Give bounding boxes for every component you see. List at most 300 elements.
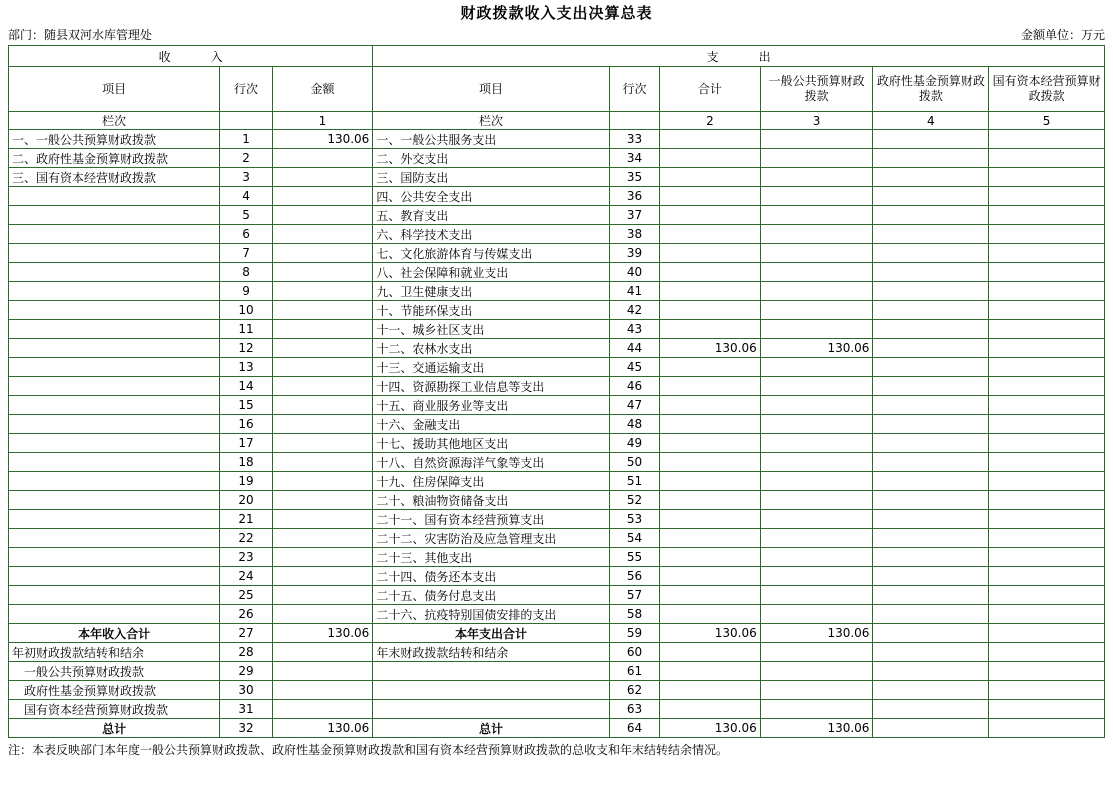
cell-income-amount <box>272 586 373 605</box>
cell-expense-capital <box>989 415 1105 434</box>
cell-expense-fund <box>873 491 989 510</box>
cell-expense-line: 50 <box>609 453 659 472</box>
cell-income-item: 一般公共预算财政拨款 <box>9 662 220 681</box>
cell-income-item: 国有资本经营预算财政拨款 <box>9 700 220 719</box>
cell-expense-item: 二、外交支出 <box>373 149 610 168</box>
cell-expense-fund <box>873 358 989 377</box>
cell-income-amount <box>272 320 373 339</box>
cell-expense-fund <box>873 529 989 548</box>
cell-income-line: 1 <box>220 130 272 149</box>
cell-expense-total <box>660 206 761 225</box>
cell-expense-total <box>660 149 761 168</box>
cell-income-line: 16 <box>220 415 272 434</box>
table-row <box>9 377 1105 396</box>
cell-expense-fund <box>873 719 989 738</box>
cell-expense-general <box>760 434 873 453</box>
cell-income-amount <box>272 643 373 662</box>
cell-income-item <box>9 206 220 225</box>
cell-expense-item: 七、文化旅游体育与传媒支出 <box>373 244 610 263</box>
cell-expense-fund <box>873 225 989 244</box>
cell-expense-item: 二十四、债务还本支出 <box>373 567 610 586</box>
cell-income-line: 7 <box>220 244 272 263</box>
cell-income-amount <box>272 149 373 168</box>
cell-income-amount: 130.06 <box>272 719 373 738</box>
table-summary-row <box>9 719 1105 738</box>
cell-expense-total: 130.06 <box>660 339 761 358</box>
cell-expense-capital <box>989 586 1105 605</box>
cell-expense-item: 二十五、债务付息支出 <box>373 586 610 605</box>
cell-expense-line: 62 <box>609 681 659 700</box>
table-summary-row <box>9 700 1105 719</box>
cell-expense-general: 130.06 <box>760 624 873 643</box>
column-number-4: 4 <box>873 112 989 130</box>
cell-expense-fund <box>873 510 989 529</box>
cell-expense-line: 51 <box>609 472 659 491</box>
cell-expense-general <box>760 662 873 681</box>
cell-income-item <box>9 396 220 415</box>
column-label-expense: 栏次 <box>373 112 610 130</box>
cell-income-line: 11 <box>220 320 272 339</box>
cell-expense-general <box>760 206 873 225</box>
cell-expense-line: 49 <box>609 434 659 453</box>
cell-expense-line: 35 <box>609 168 659 187</box>
cell-expense-item: 十三、交通运输支出 <box>373 358 610 377</box>
cell-expense-fund <box>873 187 989 206</box>
cell-income-line: 21 <box>220 510 272 529</box>
cell-expense-item: 十二、农林水支出 <box>373 339 610 358</box>
cell-income-amount <box>272 339 373 358</box>
cell-expense-capital <box>989 453 1105 472</box>
table-row <box>9 605 1105 624</box>
cell-expense-capital <box>989 168 1105 187</box>
cell-expense-total <box>660 358 761 377</box>
cell-income-amount <box>272 472 373 491</box>
cell-expense-total <box>660 662 761 681</box>
cell-expense-general <box>760 681 873 700</box>
cell-income-line: 30 <box>220 681 272 700</box>
cell-income-line: 24 <box>220 567 272 586</box>
cell-expense-general <box>760 263 873 282</box>
cell-expense-line: 48 <box>609 415 659 434</box>
cell-expense-item: 十七、援助其他地区支出 <box>373 434 610 453</box>
cell-income-line: 22 <box>220 529 272 548</box>
cell-income-item: 本年收入合计 <box>9 624 220 643</box>
group-header-row <box>9 46 1105 67</box>
table-row <box>9 149 1105 168</box>
cell-expense-general <box>760 567 873 586</box>
cell-expense-capital <box>989 301 1105 320</box>
cell-expense-fund <box>873 548 989 567</box>
cell-income-item <box>9 510 220 529</box>
cell-expense-capital <box>989 377 1105 396</box>
cell-expense-general <box>760 605 873 624</box>
cell-expense-item: 三、国防支出 <box>373 168 610 187</box>
cell-expense-total <box>660 491 761 510</box>
cell-income-item <box>9 282 220 301</box>
cell-income-amount <box>272 168 373 187</box>
cell-income-amount <box>272 681 373 700</box>
cell-expense-fund <box>873 168 989 187</box>
cell-income-amount <box>272 396 373 415</box>
cell-income-amount <box>272 206 373 225</box>
cell-expense-general <box>760 472 873 491</box>
cell-income-amount <box>272 187 373 206</box>
cell-expense-total <box>660 472 761 491</box>
cell-expense-general <box>760 396 873 415</box>
cell-income-item: 二、政府性基金预算财政拨款 <box>9 149 220 168</box>
cell-expense-fund <box>873 624 989 643</box>
cell-expense-capital <box>989 263 1105 282</box>
cell-income-item <box>9 301 220 320</box>
column-number-5: 5 <box>989 112 1105 130</box>
cell-expense-item: 十四、资源勘探工业信息等支出 <box>373 377 610 396</box>
cell-expense-line: 55 <box>609 548 659 567</box>
table-row <box>9 434 1105 453</box>
cell-expense-item: 五、教育支出 <box>373 206 610 225</box>
cell-expense-general <box>760 377 873 396</box>
cell-expense-total: 130.06 <box>660 719 761 738</box>
cell-expense-item: 四、公共安全支出 <box>373 187 610 206</box>
cell-expense-total <box>660 377 761 396</box>
cell-expense-fund <box>873 206 989 225</box>
cell-expense-line: 57 <box>609 586 659 605</box>
cell-expense-general <box>760 415 873 434</box>
cell-expense-line: 63 <box>609 700 659 719</box>
cell-income-amount <box>272 301 373 320</box>
cell-income-line: 3 <box>220 168 272 187</box>
cell-expense-total <box>660 586 761 605</box>
cell-expense-line: 54 <box>609 529 659 548</box>
header-expense-item: 项目 <box>373 67 610 112</box>
cell-income-item <box>9 225 220 244</box>
table-row <box>9 491 1105 510</box>
cell-expense-item: 一、一般公共服务支出 <box>373 130 610 149</box>
cell-income-amount <box>272 282 373 301</box>
cell-expense-general <box>760 453 873 472</box>
cell-income-amount <box>272 700 373 719</box>
header-income-line: 行次 <box>220 67 272 112</box>
cell-expense-capital <box>989 282 1105 301</box>
cell-income-amount <box>272 225 373 244</box>
cell-income-amount <box>272 415 373 434</box>
cell-expense-fund <box>873 605 989 624</box>
cell-income-item <box>9 491 220 510</box>
cell-expense-capital <box>989 149 1105 168</box>
cell-expense-fund <box>873 339 989 358</box>
cell-income-line: 6 <box>220 225 272 244</box>
cell-expense-capital <box>989 130 1105 149</box>
cell-expense-line: 52 <box>609 491 659 510</box>
cell-expense-item: 二十三、其他支出 <box>373 548 610 567</box>
cell-income-item <box>9 605 220 624</box>
cell-expense-item <box>373 681 610 700</box>
cell-income-item: 三、国有资本经营财政拨款 <box>9 168 220 187</box>
cell-expense-item <box>373 662 610 681</box>
cell-expense-general: 130.06 <box>760 339 873 358</box>
cell-income-line: 13 <box>220 358 272 377</box>
cell-income-amount <box>272 434 373 453</box>
cell-expense-capital <box>989 434 1105 453</box>
cell-income-amount <box>272 263 373 282</box>
cell-income-amount <box>272 662 373 681</box>
cell-income-line: 29 <box>220 662 272 681</box>
column-number-blank-2 <box>609 112 659 130</box>
cell-income-line: 14 <box>220 377 272 396</box>
cell-income-line: 4 <box>220 187 272 206</box>
cell-expense-item: 十六、金融支出 <box>373 415 610 434</box>
cell-expense-item: 年末财政拨款结转和结余 <box>373 643 610 662</box>
column-header-row <box>9 67 1105 112</box>
cell-income-line: 26 <box>220 605 272 624</box>
cell-income-line: 31 <box>220 700 272 719</box>
table-row <box>9 339 1105 358</box>
cell-expense-fund <box>873 700 989 719</box>
table-row <box>9 510 1105 529</box>
cell-expense-capital <box>989 320 1105 339</box>
cell-expense-capital <box>989 662 1105 681</box>
column-label-income: 栏次 <box>9 112 220 130</box>
table-summary-row <box>9 662 1105 681</box>
table-row <box>9 567 1105 586</box>
table-summary-row <box>9 681 1105 700</box>
cell-income-item <box>9 244 220 263</box>
table-row <box>9 415 1105 434</box>
cell-expense-total <box>660 301 761 320</box>
cell-income-amount <box>272 491 373 510</box>
column-number-1: 1 <box>272 112 373 130</box>
cell-income-line: 32 <box>220 719 272 738</box>
cell-income-line: 9 <box>220 282 272 301</box>
cell-expense-total <box>660 225 761 244</box>
cell-expense-general <box>760 168 873 187</box>
cell-expense-item: 二十六、抗疫特别国债安排的支出 <box>373 605 610 624</box>
cell-income-line: 20 <box>220 491 272 510</box>
cell-expense-fund <box>873 149 989 168</box>
cell-expense-line: 38 <box>609 225 659 244</box>
cell-expense-fund <box>873 472 989 491</box>
cell-expense-capital <box>989 396 1105 415</box>
cell-expense-item: 十九、住房保障支出 <box>373 472 610 491</box>
cell-expense-general <box>760 225 873 244</box>
cell-expense-item: 二十二、灾害防治及应急管理支出 <box>373 529 610 548</box>
amount-unit-label: 金额单位：万元 <box>1020 28 1105 42</box>
cell-expense-line: 46 <box>609 377 659 396</box>
cell-expense-total <box>660 605 761 624</box>
fiscal-allocation-table <box>8 45 1105 738</box>
cell-expense-total <box>660 567 761 586</box>
cell-expense-line: 36 <box>609 187 659 206</box>
cell-expense-total <box>660 187 761 206</box>
table-row <box>9 529 1105 548</box>
cell-expense-fund <box>873 415 989 434</box>
cell-expense-general <box>760 358 873 377</box>
cell-expense-line: 37 <box>609 206 659 225</box>
cell-expense-line: 60 <box>609 643 659 662</box>
cell-income-line: 19 <box>220 472 272 491</box>
cell-expense-total <box>660 434 761 453</box>
table-summary <box>9 624 1105 738</box>
table-row <box>9 168 1105 187</box>
cell-income-item <box>9 339 220 358</box>
cell-expense-line: 40 <box>609 263 659 282</box>
header-expense-capital: 国有资本经营预算财政拨款 <box>989 67 1105 112</box>
cell-expense-fund <box>873 263 989 282</box>
cell-income-item: 政府性基金预算财政拨款 <box>9 681 220 700</box>
table-row <box>9 358 1105 377</box>
cell-income-amount <box>272 377 373 396</box>
header-expense-fund: 政府性基金预算财政拨款 <box>873 67 989 112</box>
cell-expense-fund <box>873 586 989 605</box>
column-number-2: 2 <box>660 112 761 130</box>
cell-expense-general: 130.06 <box>760 719 873 738</box>
cell-income-item <box>9 263 220 282</box>
meta-row <box>0 26 1113 45</box>
cell-expense-general <box>760 282 873 301</box>
cell-expense-capital <box>989 605 1105 624</box>
cell-expense-line: 42 <box>609 301 659 320</box>
cell-expense-item: 二十、粮油物资储备支出 <box>373 491 610 510</box>
column-number-blank-1 <box>220 112 272 130</box>
cell-expense-line: 43 <box>609 320 659 339</box>
page-title: 财政拨款收入支出决算总表 <box>460 4 653 22</box>
cell-expense-capital <box>989 339 1105 358</box>
cell-expense-item <box>373 700 610 719</box>
table-row <box>9 225 1105 244</box>
cell-expense-line: 44 <box>609 339 659 358</box>
header-expense-total: 合计 <box>660 67 761 112</box>
cell-income-amount <box>272 510 373 529</box>
cell-expense-line: 64 <box>609 719 659 738</box>
cell-expense-fund <box>873 681 989 700</box>
cell-expense-line: 45 <box>609 358 659 377</box>
cell-expense-line: 59 <box>609 624 659 643</box>
cell-income-line: 18 <box>220 453 272 472</box>
cell-expense-total <box>660 548 761 567</box>
cell-income-amount <box>272 605 373 624</box>
cell-income-item <box>9 472 220 491</box>
table-row <box>9 263 1105 282</box>
cell-expense-total <box>660 643 761 662</box>
cell-expense-total <box>660 681 761 700</box>
cell-expense-item: 九、卫生健康支出 <box>373 282 610 301</box>
cell-expense-capital <box>989 548 1105 567</box>
cell-expense-fund <box>873 301 989 320</box>
cell-expense-fund <box>873 434 989 453</box>
cell-income-amount <box>272 244 373 263</box>
cell-income-amount <box>272 567 373 586</box>
table-row <box>9 301 1105 320</box>
table-row <box>9 130 1105 149</box>
cell-expense-item: 十、节能环保支出 <box>373 301 610 320</box>
cell-expense-general <box>760 244 873 263</box>
cell-expense-total <box>660 244 761 263</box>
cell-income-item <box>9 567 220 586</box>
cell-expense-item: 十一、城乡社区支出 <box>373 320 610 339</box>
cell-income-line: 25 <box>220 586 272 605</box>
cell-income-item <box>9 377 220 396</box>
cell-expense-fund <box>873 244 989 263</box>
table-row <box>9 396 1105 415</box>
table-row <box>9 244 1105 263</box>
cell-expense-item: 十八、自然资源海洋气象等支出 <box>373 453 610 472</box>
cell-expense-capital <box>989 529 1105 548</box>
cell-expense-line: 39 <box>609 244 659 263</box>
cell-income-item <box>9 586 220 605</box>
cell-income-item <box>9 434 220 453</box>
cell-expense-line: 53 <box>609 510 659 529</box>
cell-expense-capital <box>989 681 1105 700</box>
cell-income-amount <box>272 548 373 567</box>
cell-expense-general <box>760 510 873 529</box>
cell-expense-capital <box>989 491 1105 510</box>
cell-expense-fund <box>873 643 989 662</box>
table-body <box>9 130 1105 624</box>
cell-income-amount: 130.06 <box>272 130 373 149</box>
cell-income-item <box>9 453 220 472</box>
table-row <box>9 548 1105 567</box>
column-number-3: 3 <box>760 112 873 130</box>
header-income-item: 项目 <box>9 67 220 112</box>
cell-expense-capital <box>989 700 1105 719</box>
cell-expense-total: 130.06 <box>660 624 761 643</box>
department-label: 部门：随县双河水库管理处 <box>8 28 153 42</box>
cell-expense-total <box>660 700 761 719</box>
header-expense-general: 一般公共预算财政拨款 <box>760 67 873 112</box>
cell-income-line: 8 <box>220 263 272 282</box>
cell-expense-item: 二十一、国有资本经营预算支出 <box>373 510 610 529</box>
cell-expense-fund <box>873 662 989 681</box>
cell-expense-capital <box>989 225 1105 244</box>
cell-expense-item: 八、社会保障和就业支出 <box>373 263 610 282</box>
cell-income-amount <box>272 453 373 472</box>
cell-income-item: 一、一般公共预算财政拨款 <box>9 130 220 149</box>
cell-income-line: 15 <box>220 396 272 415</box>
cell-income-line: 28 <box>220 643 272 662</box>
cell-income-item: 年初财政拨款结转和结余 <box>9 643 220 662</box>
cell-expense-capital <box>989 510 1105 529</box>
cell-expense-line: 61 <box>609 662 659 681</box>
header-income-amount: 金额 <box>272 67 373 112</box>
cell-expense-capital <box>989 244 1105 263</box>
cell-expense-total <box>660 396 761 415</box>
cell-expense-item: 六、科学技术支出 <box>373 225 610 244</box>
table-summary-row <box>9 624 1105 643</box>
cell-expense-fund <box>873 453 989 472</box>
cell-expense-fund <box>873 130 989 149</box>
cell-expense-capital <box>989 187 1105 206</box>
cell-expense-capital <box>989 624 1105 643</box>
cell-expense-total <box>660 510 761 529</box>
cell-income-item <box>9 187 220 206</box>
table-row <box>9 187 1105 206</box>
cell-expense-general <box>760 301 873 320</box>
cell-income-item <box>9 548 220 567</box>
cell-expense-total <box>660 282 761 301</box>
cell-expense-general <box>760 643 873 662</box>
cell-income-amount: 130.06 <box>272 624 373 643</box>
cell-expense-line: 34 <box>609 149 659 168</box>
table-row <box>9 320 1105 339</box>
income-group-header: 收 入 <box>9 46 373 67</box>
cell-expense-fund <box>873 567 989 586</box>
cell-expense-general <box>760 187 873 206</box>
cell-expense-total <box>660 320 761 339</box>
cell-expense-item: 本年支出合计 <box>373 624 610 643</box>
column-number-row <box>9 112 1105 130</box>
cell-expense-item: 总计 <box>373 719 610 738</box>
cell-income-item <box>9 415 220 434</box>
cell-expense-total <box>660 130 761 149</box>
